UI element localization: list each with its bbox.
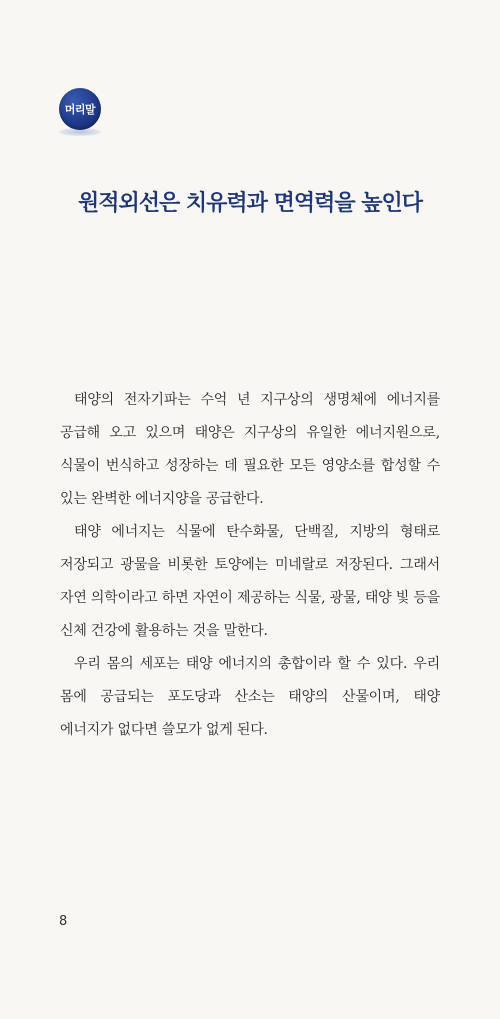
badge-label: 머리말 (64, 102, 96, 116)
paragraph-2: 태양 에너지는 식물에 탄수화물, 단백질, 지방의 형태로 저장되고 광물을 비롯한 토양에는 미네랄로 저장된다. 그래서 자연 의학이라고 하면 자연이 제공하는 식물, 광물, 태양 빛 등을 신체 건강에 활용하는 것을 말한다. (60, 524, 440, 639)
page-title: 원적외선은 치유력과 면역력을 높인다 (77, 191, 422, 216)
page-number: 8 (59, 914, 68, 929)
body-text (60, 384, 440, 747)
badge-circle (59, 88, 101, 130)
section-badge (59, 88, 101, 140)
paragraph-3: 우리 몸의 세포는 태양 에너지의 총합이라 할 수 있다. 우리 몸에 공급되는 포도당과 산소는 태양의 산물이며, 태양 에너지가 없다면 쓸모가 없게 된다. (60, 656, 440, 738)
paragraph-1: 태양의 전자기파는 수억 년 지구상의 생명체에 에너지를 공급해 오고 있으며 태양은 지구상의 유일한 에너지원으로, 식물이 번식하고 성장하는 데 필요한 모든 영양소를 합성할 수 있는 완벽한 에너지양을 공급한다. (60, 392, 440, 507)
